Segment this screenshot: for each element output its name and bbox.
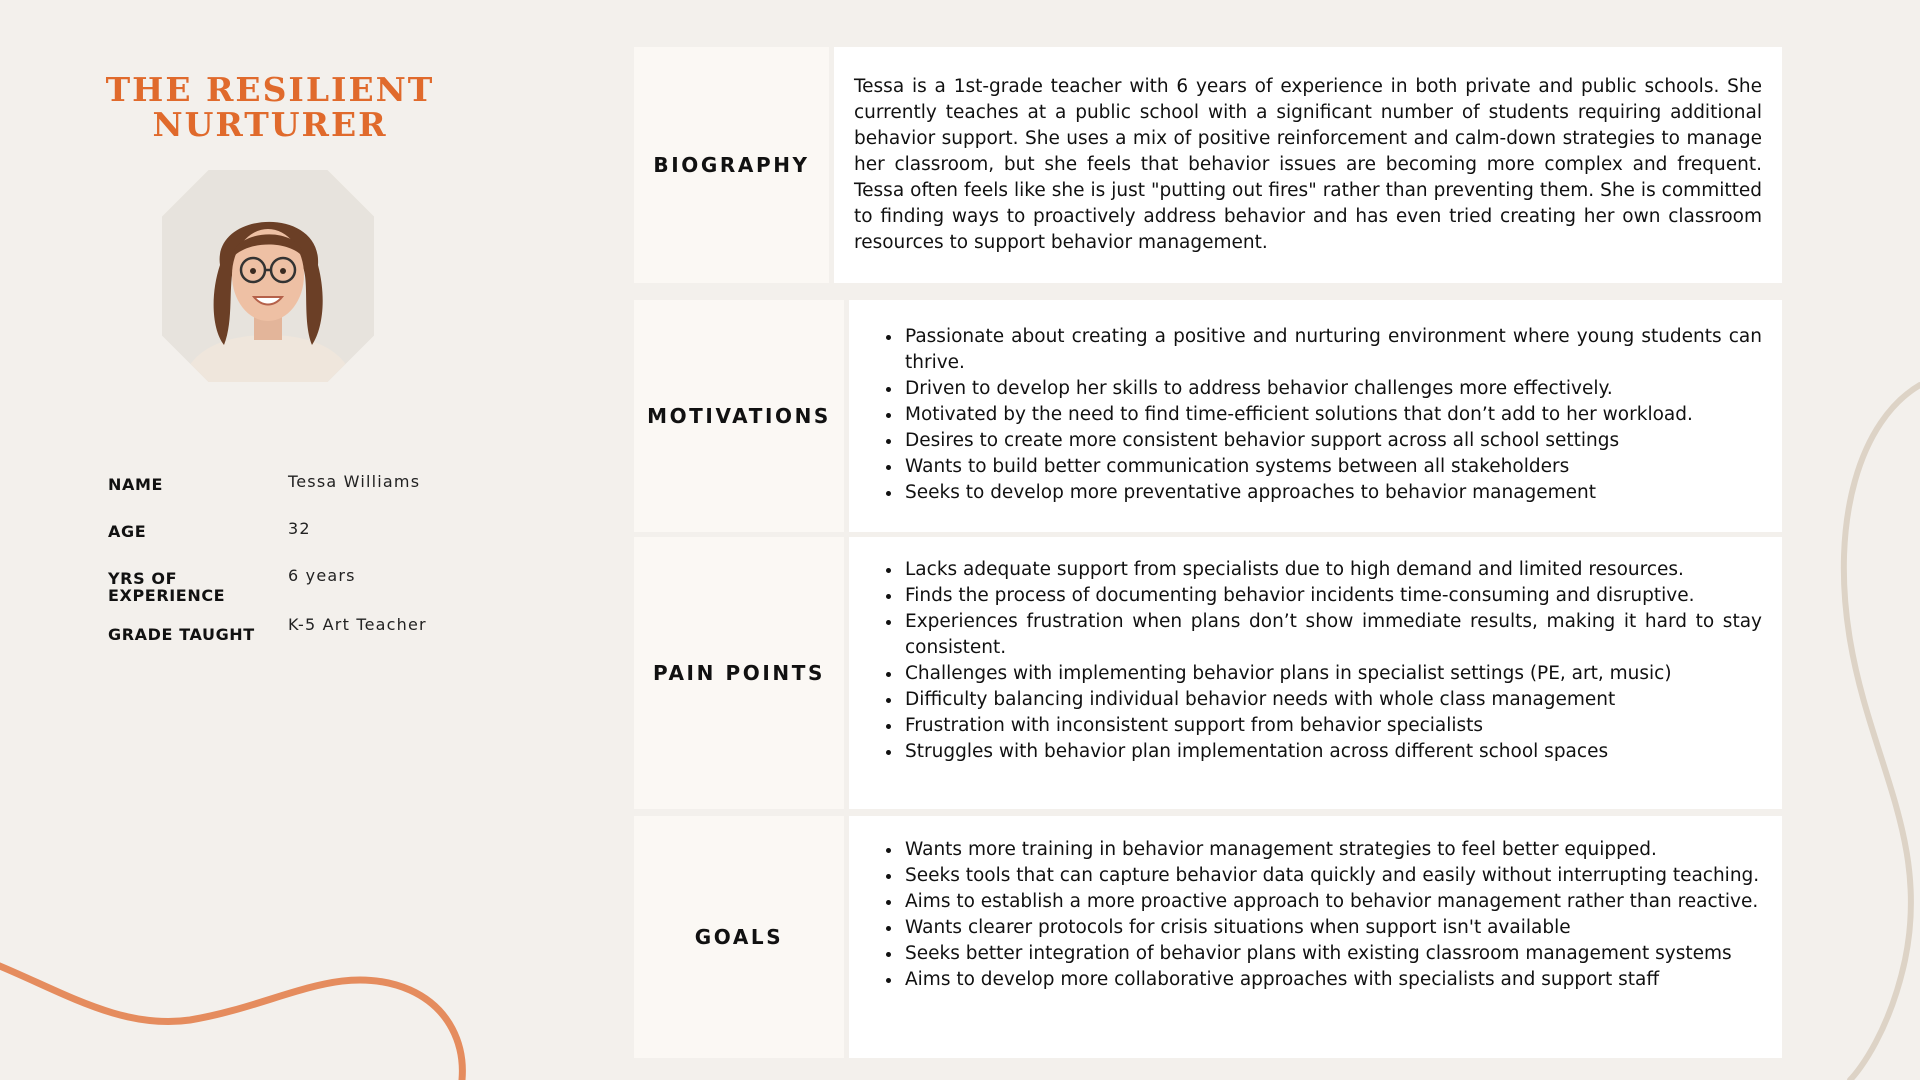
info-value: K-5 Art Teacher <box>288 615 427 634</box>
motivations-list <box>869 324 1762 506</box>
list-item: • Lacks adequate support from specialists due to high demand and limited resources. <box>903 557 1762 583</box>
list-item: • Passionate about creating a positive and nurturing environment where young students can thrive. <box>903 324 1762 376</box>
biography-heading: BIOGRAPHY <box>634 47 829 283</box>
pain-points-panel <box>634 537 1782 809</box>
pain-points-heading: PAIN POINTS <box>634 537 844 809</box>
info-row-experience <box>108 567 488 614</box>
biography-body <box>834 47 1782 283</box>
persona-title: THE RESILIENT NURTURER <box>105 70 435 144</box>
info-label: GRADE TAUGHT <box>108 625 255 644</box>
list-item: • Driven to develop her skills to address behavior challenges more effectively. <box>903 376 1762 402</box>
list-item: • Wants to build better communication systems between all stakeholders <box>903 454 1762 480</box>
portrait-photo-icon <box>162 170 374 382</box>
motivations-panel <box>634 300 1782 532</box>
orange-curve <box>0 962 462 1080</box>
list-item: • Finds the process of documenting behavior incidents time-consuming and disruptive. <box>903 583 1762 609</box>
list-item: • Seeks to develop more preventative approaches to behavior management <box>903 480 1762 506</box>
persona-info-list <box>108 473 488 663</box>
info-value: 32 <box>288 519 311 538</box>
info-label: NAME <box>108 475 164 494</box>
list-item: • Experiences frustration when plans don’t show immediate results, making it hard to stay consistent. <box>903 609 1762 661</box>
biography-text: Tessa is a 1st-grade teacher with 6 years of experience in both private and public schools. She currently teaches at a public school with a significant number of students requiring additional behavior support. She uses a mix of positive reinforcement and calm-down strategies to manage her classroom, but she feels that behavior issues are becoming more complex and frequent. Tessa often feels like she is just "putting out fires" rather than preventing them. She is committed to finding ways to proactively address behavior and has even tried creating her own classroom resources to support behavior management. <box>854 76 1762 253</box>
info-value: 6 years <box>288 566 356 585</box>
list-item: • Seeks tools that can capture behavior data quickly and easily without interrupting teaching. <box>903 863 1762 889</box>
list-item: • Aims to establish a more proactive approach to behavior management rather than reactive. <box>903 889 1762 915</box>
list-item: • Struggles with behavior plan implementation across different school spaces <box>903 739 1762 765</box>
pain-points-list <box>869 557 1762 765</box>
info-row-grade <box>108 616 488 663</box>
list-item: • Difficulty balancing individual behavior needs with whole class management <box>903 687 1762 713</box>
beige-curve <box>1844 385 1920 1080</box>
list-item: • Wants more training in behavior management strategies to feel better equipped. <box>903 837 1762 863</box>
goals-list <box>869 837 1762 993</box>
info-value: Tessa Williams <box>288 472 421 491</box>
list-item: • Motivated by the need to find time-efficient solutions that don’t add to her workload. <box>903 402 1762 428</box>
list-item: • Aims to develop more collaborative approaches with specialists and support staff <box>903 967 1762 993</box>
list-item: • Frustration with inconsistent support from behavior specialists <box>903 713 1762 739</box>
list-item: • Seeks better integration of behavior plans with existing classroom management systems <box>903 941 1762 967</box>
goals-panel <box>634 816 1782 1058</box>
motivations-heading: MOTIVATIONS <box>634 300 844 532</box>
pain-points-body <box>849 537 1782 809</box>
info-label: AGE <box>108 522 147 541</box>
goals-body <box>849 816 1782 1058</box>
info-row-age <box>108 520 488 567</box>
list-item: • Wants clearer protocols for crisis situations when support isn't available <box>903 915 1762 941</box>
list-item: • Challenges with implementing behavior plans in specialist settings (PE, art, music) <box>903 661 1762 687</box>
goals-heading: GOALS <box>634 816 844 1058</box>
biography-panel <box>634 47 1782 283</box>
motivations-body <box>849 300 1782 532</box>
list-item: • Desires to create more consistent behavior support across all school settings <box>903 428 1762 454</box>
info-label: YRS OF EXPERIENCE <box>108 569 226 605</box>
info-row-name <box>108 473 488 520</box>
